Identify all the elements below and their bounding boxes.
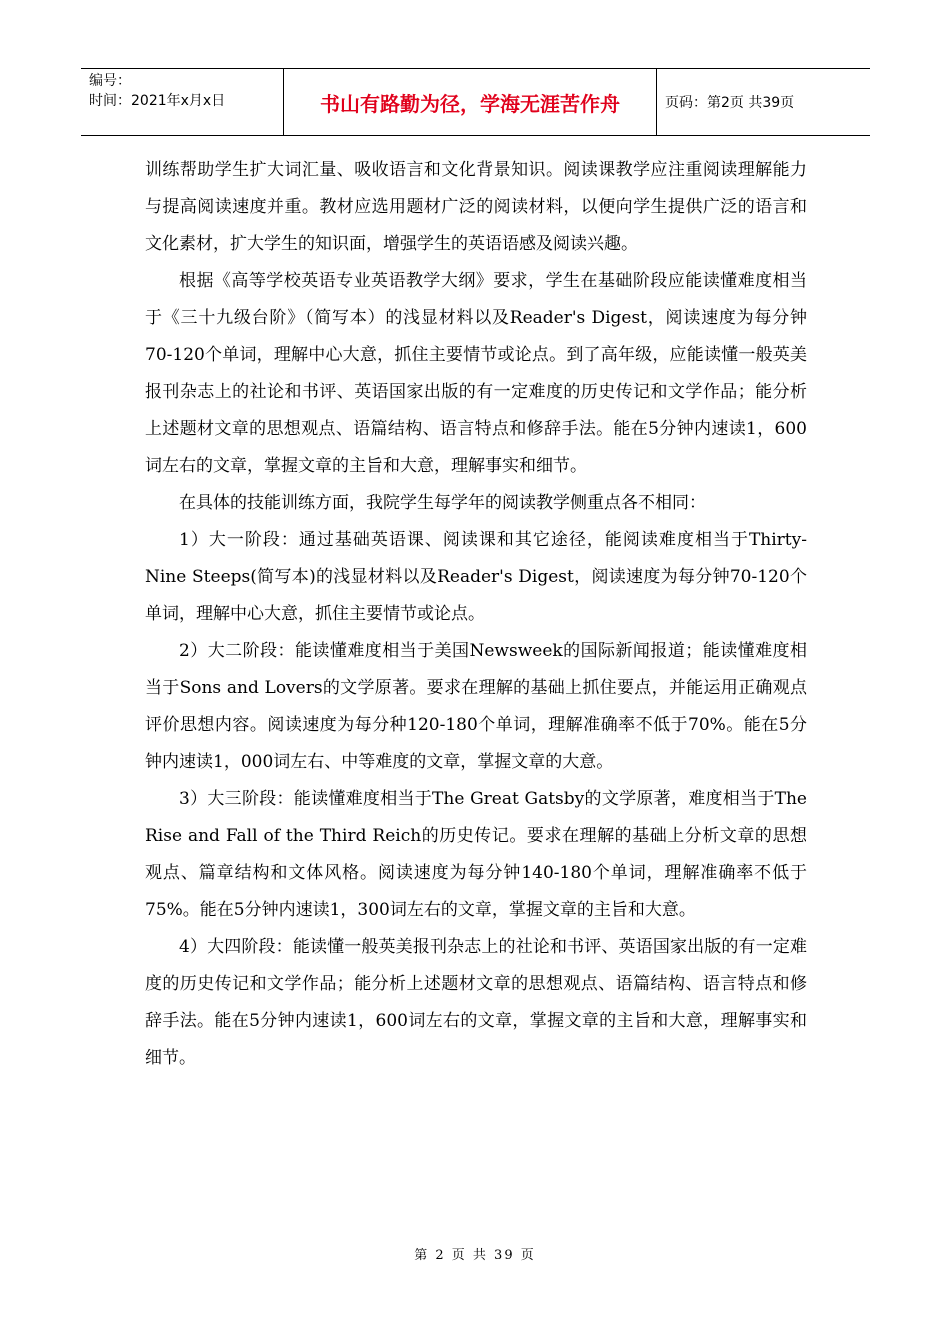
header-meta <box>81 69 283 135</box>
paragraph-continuation: 训练帮助学生扩大词汇量、吸收语言和文化背景知识。阅读课教学应注重阅读理解能力与提高阅读速度并重。教材应选用题材广泛的阅读材料，以便向学生提供广泛的语言和文化素材，扩大学生的知识面，增强学生的英语语感及阅读兴趣。 <box>145 160 807 254</box>
paragraph-stage-4: 4）大四阶段：能读懂一般英美报刊杂志上的社论和书评、英语国家出版的有一定难度的历史传记和文学作品；能分析上述题材文章的思想观点、语篇结构、语言特点和修辞手法。能在5分钟内速读1，600词左右的文章，掌握文章的主旨和大意，理解事实和细节。 <box>145 937 807 1068</box>
header-page-info: 页码：第2页 共39页 <box>665 95 795 111</box>
paragraph-stage-1: 1）大一阶段：通过基础英语课、阅读课和其它途径，能阅读难度相当于Thirty-Nine Steeps(简写本)的浅显材料以及Reader's Digest，阅读速度为每分钟70-120个单词，理解中心大意，抓住主要情节或论点。 <box>145 530 807 624</box>
page-footer: 第 2 页 共 39 页 <box>414 1248 536 1263</box>
document-body <box>145 152 807 1077</box>
date-line: 时间：2021年x月x日 <box>89 93 226 109</box>
paragraph-syllabus: 根据《高等学校英语专业英语教学大纲》要求，学生在基础阶段应能读懂难度相当于《三十九级台阶》（简写本）的浅显材料以及Reader's Digest，阅读速度为每分钟70-120个单词，理解中心大意，抓住主要情节或论点。到了高年级，应能读懂一般英美报刊杂志上的社论和书评、英语国家出版的有一定难度的历史传记和文学作品；能分析上述题材文章的思想观点、语篇结构、语言特点和修辞手法。能在5分钟内速读1，600词左右的文章，掌握文章的主旨和大意，理解事实和细节。 <box>145 271 807 476</box>
paragraph-intro-stages: 在具体的技能训练方面，我院学生每学年的阅读教学侧重点各不相同： <box>179 493 706 513</box>
number-label: 编号： <box>89 73 131 89</box>
paragraph-stage-3: 3）大三阶段：能读懂难度相当于The Great Gatsby的文学原著，难度相当于The Rise and Fall of the Third Reich的历史传记。要求在理解的基础上分析文章的思想观点、篇章结构和文体风格。阅读速度为每分钟140-180个单词，理解准确率不低于75%。能在5分钟内速读1，300词左右的文章，掌握文章的主旨和大意。 <box>145 789 807 920</box>
paragraph-stage-2: 2）大二阶段：能读懂难度相当于美国Newsweek的国际新闻报道；能读懂难度相当于Sons and Lovers的文学原著。要求在理解的基础上抓住要点，并能运用正确观点评价思想内容。阅读速度为每分种120-180个单词，理解准确率不低于70%。能在5分钟内速读1，000词左右、中等难度的文章，掌握文章的大意。 <box>145 641 807 772</box>
header-motto: 书山有路勤为径，学海无涯苦作舟 <box>283 69 657 135</box>
page-header <box>81 68 870 136</box>
